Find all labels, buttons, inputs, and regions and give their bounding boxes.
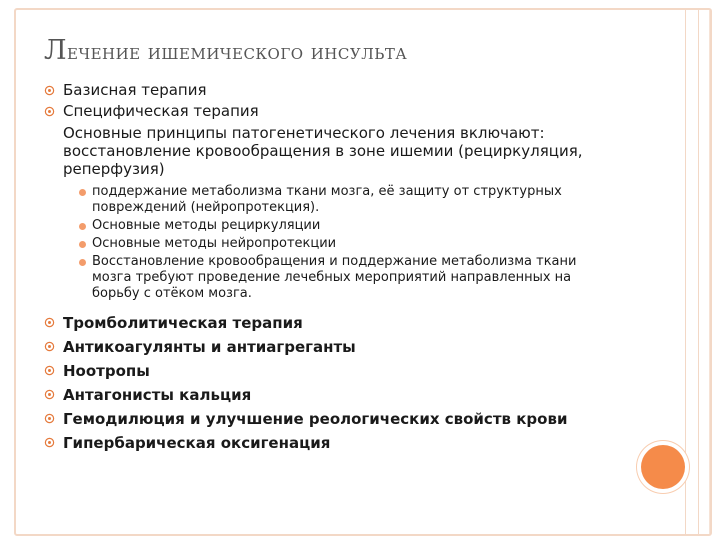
sub-item-label: Основные методы рециркуляции (92, 218, 321, 233)
flower-bullet-icon (44, 106, 55, 117)
flower-bullet-icon (44, 389, 55, 400)
list-item-label: Тромболитическая терапия (63, 314, 303, 332)
flower-bullet-icon (44, 317, 55, 328)
list-item-label: Антагонисты кальция (63, 386, 252, 404)
list-item (44, 81, 644, 102)
list-item-label: Специфическая терапия (63, 102, 259, 120)
sub-list-item (79, 218, 614, 234)
list-item (44, 102, 644, 123)
flower-bullet-icon (44, 437, 55, 448)
sub-list-item (79, 184, 614, 216)
list-item (44, 361, 644, 385)
slide-title (44, 35, 604, 66)
list-item (44, 337, 644, 361)
decorative-stripe (685, 8, 699, 536)
flower-bullet-icon (44, 85, 55, 96)
list-item (44, 313, 644, 337)
sub-list-item (79, 236, 614, 252)
sub-item-label: Основные методы нейропротекции (92, 236, 337, 251)
sub-item-label: поддержание метаболизма ткани мозга, её защиту от структурных повреждений (нейропротекция). (92, 184, 562, 215)
list-item-label: Гемодилюция и улучшение реологических свойств крови (63, 410, 568, 428)
dot-bullet-icon (79, 189, 86, 196)
sub-item-label: Восстановление кровообращения и поддержание метаболизма ткани мозга требуют проведение лечебных мероприятий направленных на борьбу с отёком мозга. (92, 254, 577, 301)
list-item (44, 433, 644, 457)
principles-paragraph: Основные принципы патогенетического лечения включают: восстановление кровообращения в зоне ишемии (рециркуляция, реперфузия) (63, 124, 583, 178)
dot-bullet-icon (79, 259, 86, 266)
sub-list (79, 184, 614, 302)
slide-content (44, 81, 644, 457)
title-initial: Л (44, 35, 68, 66)
sub-list-item (79, 254, 614, 302)
list-item-label: Ноотропы (63, 362, 150, 380)
list-item (44, 409, 644, 433)
dot-bullet-icon (79, 223, 86, 230)
list-item (44, 385, 644, 409)
list-item-label: Базисная терапия (63, 81, 207, 99)
decorative-circle (641, 445, 685, 489)
list-item-label: Антикоагулянты и антиагреганты (63, 338, 356, 356)
title-rest: ечение ишемического инсульта (67, 40, 408, 64)
list-item-label: Гипербарическая оксигенация (63, 434, 331, 452)
flower-bullet-icon (44, 365, 55, 376)
flower-bullet-icon (44, 341, 55, 352)
flower-bullet-icon (44, 413, 55, 424)
dot-bullet-icon (79, 241, 86, 248)
